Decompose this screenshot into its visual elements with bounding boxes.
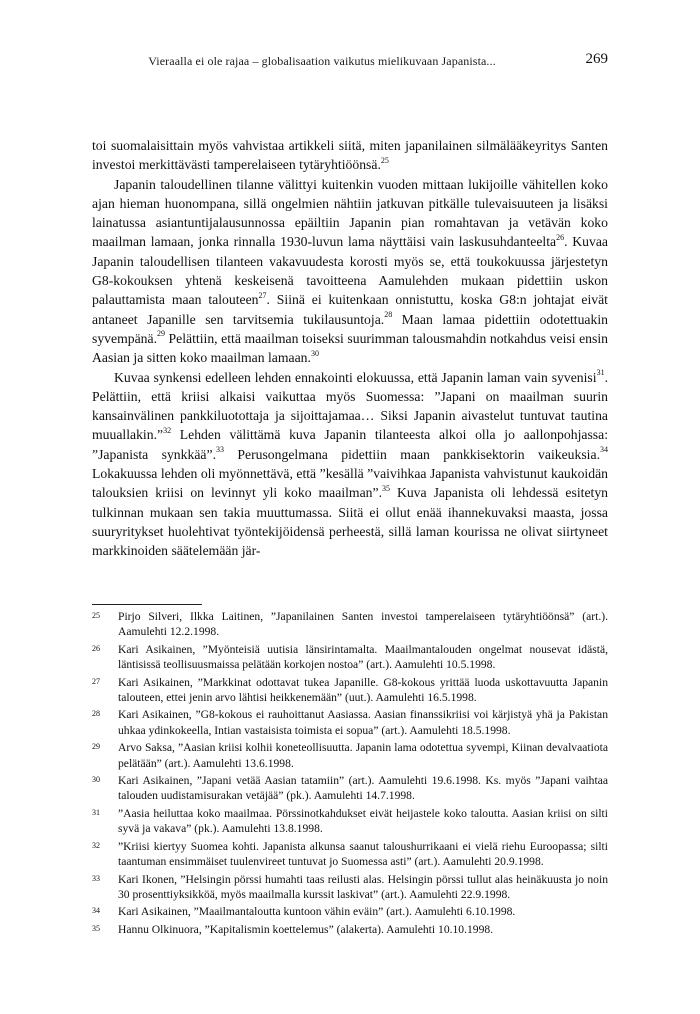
- footnote-number: 31: [92, 807, 100, 817]
- footnote-number: 35: [92, 923, 100, 933]
- footnote-ref[interactable]: 30: [310, 348, 319, 358]
- footnote: [92, 609, 608, 640]
- footnote-ref[interactable]: 33: [216, 445, 224, 455]
- running-title: Vieraalla ei ole rajaa – globalisaation vaikutus mielikuvaan Japanista...: [148, 54, 496, 68]
- footnote: [92, 740, 608, 771]
- footnote-number: 26: [92, 643, 100, 653]
- footnote-text: Hannu Olkinuora, ”Kapitalismin koettelemus” (alakerta). Aamulehti 10.10.1998.: [118, 922, 494, 936]
- footnote-ref[interactable]: 31: [596, 368, 605, 377]
- footnote-ref[interactable]: 26: [556, 232, 565, 242]
- footnote-number: 27: [92, 676, 100, 686]
- footnote-text: ”Aasia heiluttaa koko maailmaa. Pörssinotkahdukset eivät heijastele koko taloutta. Aasian kriisi on silti syvä ja vakava” (pk.). Aamulehti 13.8.1998.: [118, 806, 608, 836]
- footnote: [92, 806, 608, 837]
- footnote-text: Kari Asikainen, ”Myönteisiä uutisia länsirintamalta. Maailmantalouden ongelmat nousevat idästä, läntisissä teollisuusmaissa pelätään korkojen nostoa” (art.). Aamulehti 10.5.1998.: [118, 642, 608, 672]
- footnote-text: Kari Asikainen, ”G8-kokous ei rauhoittanut Aasiassa. Aasian finanssikriisi voi kärjistyä yhä ja Pakistan uhkaa ydinkokeella, Intian vastaisista toimista ei sopua” (art.). Aamulehti 18.5.1998.: [118, 708, 608, 737]
- sentence: Lokakuussa lehden oli myönnettävä, että ”kesällä ”vaivihkaa Japanista vahvistunut kaukoidän talouksien kriisi on levinnyt yli koko maailman”.: [92, 466, 608, 501]
- footnote-text: Pirjo Silveri, Ilkka Laitinen, ”Japanilainen Santen investoi tamperelaiseen tytäryhtiöönsä” (art.). Aamulehti 12.2.1998.: [118, 610, 608, 639]
- footnote: [92, 904, 608, 919]
- footnote-ref[interactable]: 29: [157, 329, 165, 339]
- footnotes: [92, 609, 608, 939]
- footnote-text: Kari Asikainen, ”Japani vetää Aasian tatamiin” (art.). Aamulehti 19.6.1998. Ks. myös ”Japani vaihtaa talouden uudistamisurakan vetäjää” (pk.). Aamulehti 14.7.1998.: [118, 774, 608, 803]
- footnote: [92, 839, 608, 870]
- sentence: . Siinä ei kuitenkaan onnistuttu, koska G8:n johtajat eivät antaneet Japanille sen tarvitsemia tukilausuntoja.: [92, 292, 608, 327]
- footnote-text: Kari Asikainen, ”Maailmantaloutta kuntoon vähin eväin” (art.). Aamulehti 6.10.1998.: [118, 905, 516, 919]
- sentence: Perusongelmana pidettiin maan pankkisektorin vaikeuksia.: [224, 446, 600, 462]
- footnote-number: 34: [92, 906, 100, 916]
- footnote: [92, 707, 608, 738]
- footnote-ref[interactable]: 25: [380, 155, 389, 165]
- footnote: [92, 642, 608, 673]
- footnote-ref[interactable]: 28: [384, 310, 393, 320]
- paragraph-3: [92, 368, 608, 561]
- footnote-text: Kari Asikainen, ”Markkinat odottavat tukea Japanille. G8-kokous yrittää luoda uskottavuutta Japanin talouteen, ettei jenin arvo lähtisi heikkenemään” (uut.). Aamulehti 16.5.1998.: [118, 675, 608, 705]
- footnote-number: 30: [92, 775, 100, 785]
- footnote-ref[interactable]: 32: [163, 425, 172, 435]
- page-header: [92, 50, 608, 74]
- footnote-number: 33: [92, 873, 100, 883]
- sentence: Kuvaa synkensi edelleen lehden ennakointi elokuussa, että Japanin laman vain syvenisi: [114, 369, 597, 385]
- footnote-text: ”Kriisi kiertyy Suomea kohti. Japanista alkunsa saanut taloushurrikaani ei vielä riehu Euroopassa; silti taantuman ensimmäiset tuulenvireet tuntuvat jo Suomessa asti” (art.). Aamulehti 20.9.1998.: [118, 839, 608, 869]
- footnote-ref[interactable]: 34: [600, 445, 608, 455]
- footnote-ref[interactable]: 27: [258, 290, 267, 300]
- footnote-number: 28: [92, 709, 100, 719]
- footnote-number: 25: [92, 611, 100, 620]
- sentence: . Kuvaa Japanin taloudellisen tilanteen vakavuudesta korosti myös se, että toukokuussa järjestetyn G8-kokouksen yhtenä keskeisenä tavoitteena Aamulehden mukaan pidettiin uskon palauttamista maan talouteen: [92, 234, 608, 308]
- footnote-divider: [92, 604, 202, 605]
- sentence: Kuva Japanista oli lehdessä esitetyn tulkinnan mukaan sen takia muuttumassa. Siitä ei ollut enää ihannekuvaksi maasta, jossa suuryritykset huolehtivat työntekijöidensä perheestä, sillä laman kourissa ne olivat siirtyneet markkinoiden säätelemään jär-: [92, 485, 609, 559]
- footnote-number: 32: [92, 840, 100, 850]
- sentence: Pelättiin, että maailman toiseksi suurimman talousmahdin notkahdus veisi ensin Aasian ja sitten koko maailman lamaan.: [92, 330, 608, 366]
- footnote-ref[interactable]: 35: [382, 483, 390, 493]
- sentence: Japanin taloudellinen tilanne välittyi kuitenkin vuoden mittaan lukijoille vähitellen koko ajan hieman huonompana, sillä ongelmien nähtiin jatkuvan pitkälle tulevaisuuteen ja lisäksi lainatussa asiantuntijalausunnossa epäiltiin Japanin pian romahtavan ja vetävän koko maailman lamaan, jonka rinnalla 1930-luvun lama näyttäisi vain laskusuhdanteelta: [92, 176, 608, 250]
- body-text: [92, 136, 608, 561]
- footnote: [92, 675, 608, 706]
- footnote: [92, 922, 608, 937]
- sentence: toi suomalaisittain myös vahvistaa artikkeli siitä, miten japanilainen silmälääkeyritys Santen investoi merkittävästi tamperelaiseen tytäryhtiöönsä.: [92, 138, 608, 173]
- sentence: Lehden välittämä kuva Japanin tilanteesta alkoi olla jo aallonpohjassa: ”Japanista synkkää”.: [92, 427, 608, 462]
- page-number: 269: [585, 51, 608, 67]
- footnote-text: Arvo Saksa, ”Aasian kriisi kolhii koneteollisuutta. Japanin lama odotettua syvempi, Kiinan devalvaatiota pelätään” (art.). Aamulehti 13.6.1998.: [118, 741, 608, 770]
- footnote: [92, 872, 608, 903]
- footnote-text: Kari Ikonen, ”Helsingin pörssi humahti taas reilusti alas. Helsingin pörssi tullut alas heinäkuusta jo noin 30 prosenttiyksikköä, myös maailmalla kurssit laskivat” (art.). Aamulehti 22.9.1998.: [118, 872, 608, 901]
- paragraph-1: [92, 136, 608, 175]
- sentence: Maan lamaa pidettiin odotettuakin syvempänä.: [92, 311, 609, 346]
- footnote-number: 29: [92, 742, 100, 752]
- paragraph-2: [92, 175, 608, 368]
- sentence: . Pelättiin, että kriisi alkaisi vaikuttaa myös Suomessa: ”Japani on maailman suurin kansainvälinen pankkiluotottaja ja sijoittajamaa… Siksi Japanin aivastelut tuntuvat tautina muuallakin.”: [92, 369, 608, 443]
- footnote: [92, 773, 608, 804]
